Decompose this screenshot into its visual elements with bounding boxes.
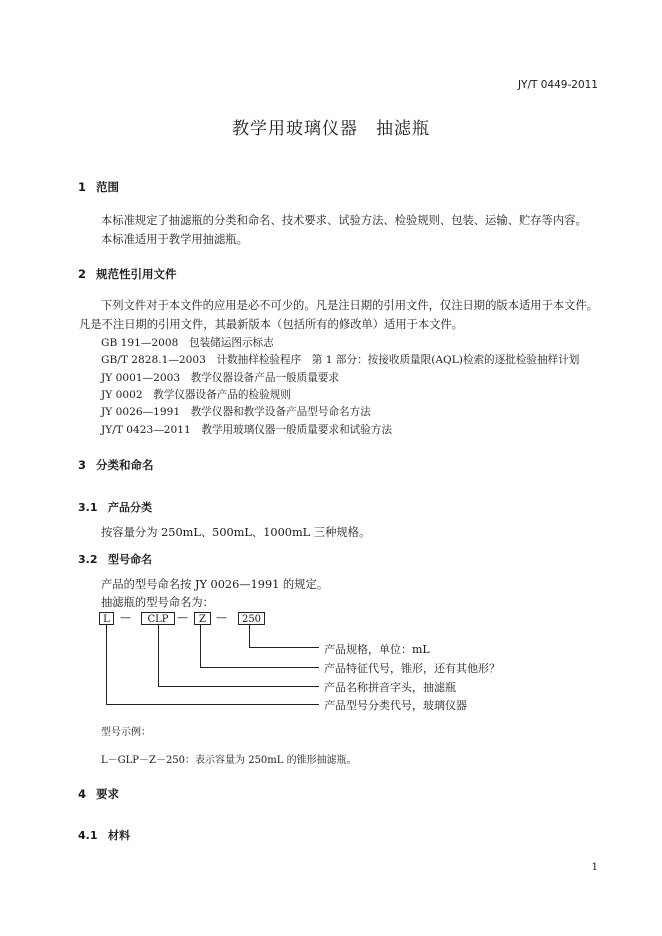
leader-line	[200, 667, 319, 668]
reference-item: GB 191—2008 包装储运图示标志	[101, 337, 274, 349]
section-title: 产品分类	[108, 501, 152, 514]
leader-line	[200, 625, 201, 667]
annotation-spec: 产品规格，单位：mL	[324, 643, 430, 656]
reference-item: GB/T 2828.1—2003 计数抽样检验程序 第 1 部分：按接收质量限(AQL)检索的逐批检验抽样计划	[101, 354, 580, 366]
section-4-1-heading	[78, 827, 130, 843]
example-text: L－GLP－Z－250：表示容量为 250mL 的锥形抽滤瓶。	[101, 755, 357, 766]
paragraph: 抽滤瓶的型号命名为：	[101, 596, 214, 609]
reference-item: JY 0026—1991 教学仪器和教学设备产品型号命名方法	[101, 406, 371, 418]
annotation-class: 产品型号分类代号，玻璃仪器	[324, 699, 467, 712]
section-number: 3.2	[78, 553, 98, 566]
section-title: 材料	[108, 829, 130, 842]
annotation-name: 产品名称拼音字头，抽滤瓶	[324, 681, 456, 694]
section-1-heading	[78, 179, 119, 195]
model-part-spec: 250	[238, 612, 265, 625]
document-title: 教学用玻璃仪器 抽滤瓶	[232, 119, 430, 139]
leader-line	[158, 686, 319, 687]
section-number: 4	[78, 787, 87, 801]
section-title: 型号命名	[108, 553, 152, 566]
leader-line	[158, 625, 159, 686]
reference-item: JY/T 0423—2011 教学用玻璃仪器一般质量要求和试验方法	[101, 424, 393, 436]
paragraph: 按容量分为 250mL、500mL、1000mL 三种规格。	[101, 526, 371, 539]
section-number: 1	[78, 180, 87, 194]
reference-item: JY 0001—2003 教学仪器设备产品一般质量要求	[101, 372, 340, 384]
page-number: 1	[591, 862, 598, 873]
separator: —	[177, 611, 188, 624]
section-title: 范围	[96, 180, 119, 194]
section-3-heading	[78, 457, 154, 473]
section-number: 2	[78, 267, 87, 281]
section-title: 要求	[96, 787, 119, 801]
standard-number: JY/T 0449-2011	[517, 79, 598, 91]
model-part-class-code: L	[99, 612, 114, 625]
paragraph: 本标准适用于教学用抽滤瓶。	[101, 233, 248, 246]
section-number: 3.1	[78, 501, 98, 514]
model-part-feature-code: Z	[194, 612, 211, 625]
leader-line	[106, 625, 107, 704]
section-title: 分类和命名	[96, 458, 154, 472]
section-3-1-heading	[78, 499, 152, 515]
annotation-feature: 产品特征代号，锥形，还有其他形？	[324, 662, 500, 675]
model-part-name-code: CLP	[141, 612, 175, 625]
section-2-heading	[78, 266, 177, 282]
paragraph: 凡是不注日期的引用文件，其最新版本（包括所有的修改单）适用于本文件。	[79, 318, 464, 331]
separator: —	[120, 611, 131, 624]
paragraph: 本标准规定了抽滤瓶的分类和命名、技术要求、试验方法、检验规则、包装、运输、贮存等内容。	[101, 214, 587, 227]
separator: —	[216, 611, 227, 624]
reference-item: JY 0002 教学仪器设备产品的检验规则	[101, 389, 291, 401]
section-4-heading	[78, 786, 119, 802]
leader-line	[249, 647, 319, 648]
paragraph: 下列文件对于本文件的应用是必不可少的。凡是注日期的引用文件，仅注日期的版本适用于本文件。	[101, 299, 599, 312]
leader-line	[249, 625, 250, 647]
section-title: 规范性引用文件	[96, 267, 177, 281]
section-number: 3	[78, 458, 87, 472]
leader-line	[106, 704, 319, 705]
example-label: 型号示例：	[101, 727, 151, 738]
section-number: 4.1	[78, 829, 98, 842]
paragraph: 产品的型号命名按 JY 0026—1991 的规定。	[101, 578, 329, 591]
section-3-2-heading	[78, 551, 152, 567]
